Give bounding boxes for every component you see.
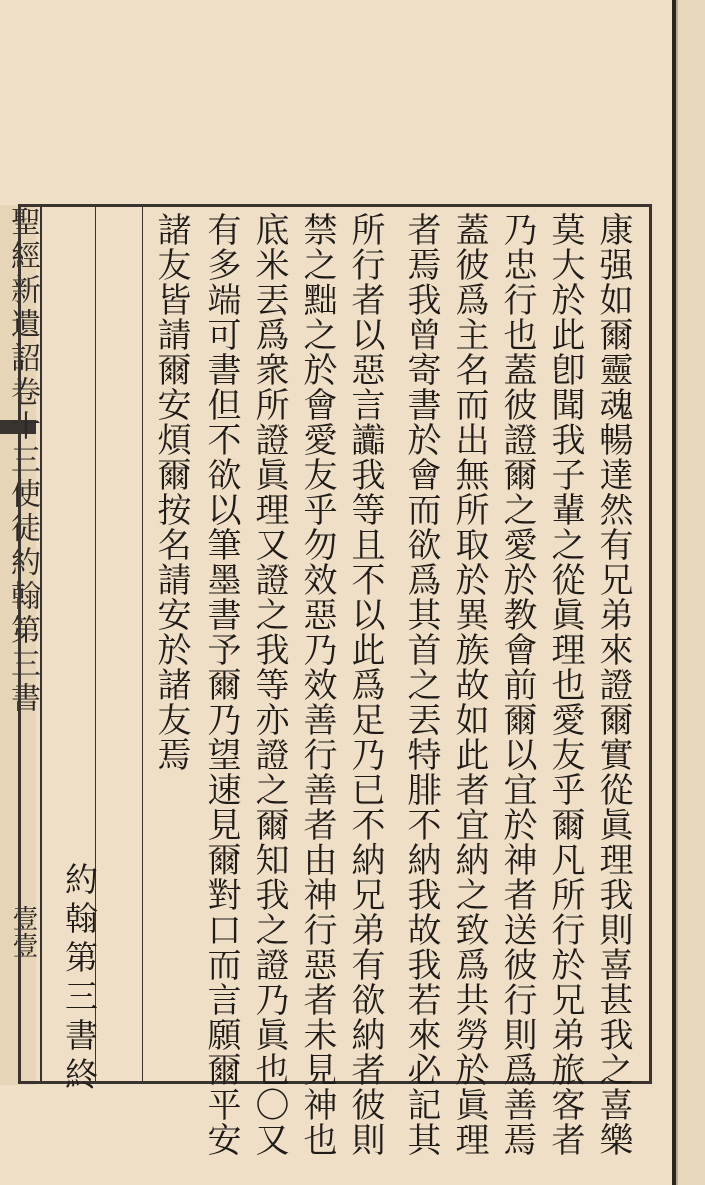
text-column-8: 底米丟爲衆所證眞理又證之我等亦證之爾知我之證乃眞也〇又 [249,212,289,1157]
text-column-5: 者焉我曾寄書於會而欲爲其首之丟特腓不納我故我若來必記其 [401,212,441,1157]
text-column-7: 禁之黜之於會愛友乎勿效惡乃效善行善者由神行惡者未見神也 [297,212,337,1157]
page-number: 壹壹 [8,905,38,959]
text-column-9: 有多端可書但不欲以筆墨書予爾乃望速見爾對口而言願爾平安 [201,212,241,1157]
text-column-4: 蓋彼爲主名而出無所取於異族故如此者宜納之致爲共勞於眞理 [449,212,489,1157]
text-column-3: 乃忠行也蓋彼證爾之愛於教會前爾以宜於神者送彼行則爲善焉 [497,212,537,1157]
text-column-2: 莫大於此卽聞我子輩之從眞理也愛友乎爾凡所行於兄弟旅客者 [545,212,585,1157]
inner-rule [40,206,42,1082]
text-column-10: 諸友皆請爾安煩爾按名請安於諸友焉 [151,212,191,772]
book-end-trailer: 約翰第三書終 [60,862,99,1096]
text-column-1: 康强如爾靈魂暢達然有兄弟來證爾實從眞理我則喜甚我之喜樂 [593,212,633,1157]
column-rule [142,206,143,1082]
margin-title: 聖經新遺詔卷十三使徒約翰第三書 [5,206,40,716]
next-page-edge [676,0,705,1185]
margin-section: 使徒約翰第三書 [5,478,40,716]
text-column-6: 所行者以惡言讟我等且不以此爲足乃已不納兄弟有欲納者彼則 [345,212,385,1157]
